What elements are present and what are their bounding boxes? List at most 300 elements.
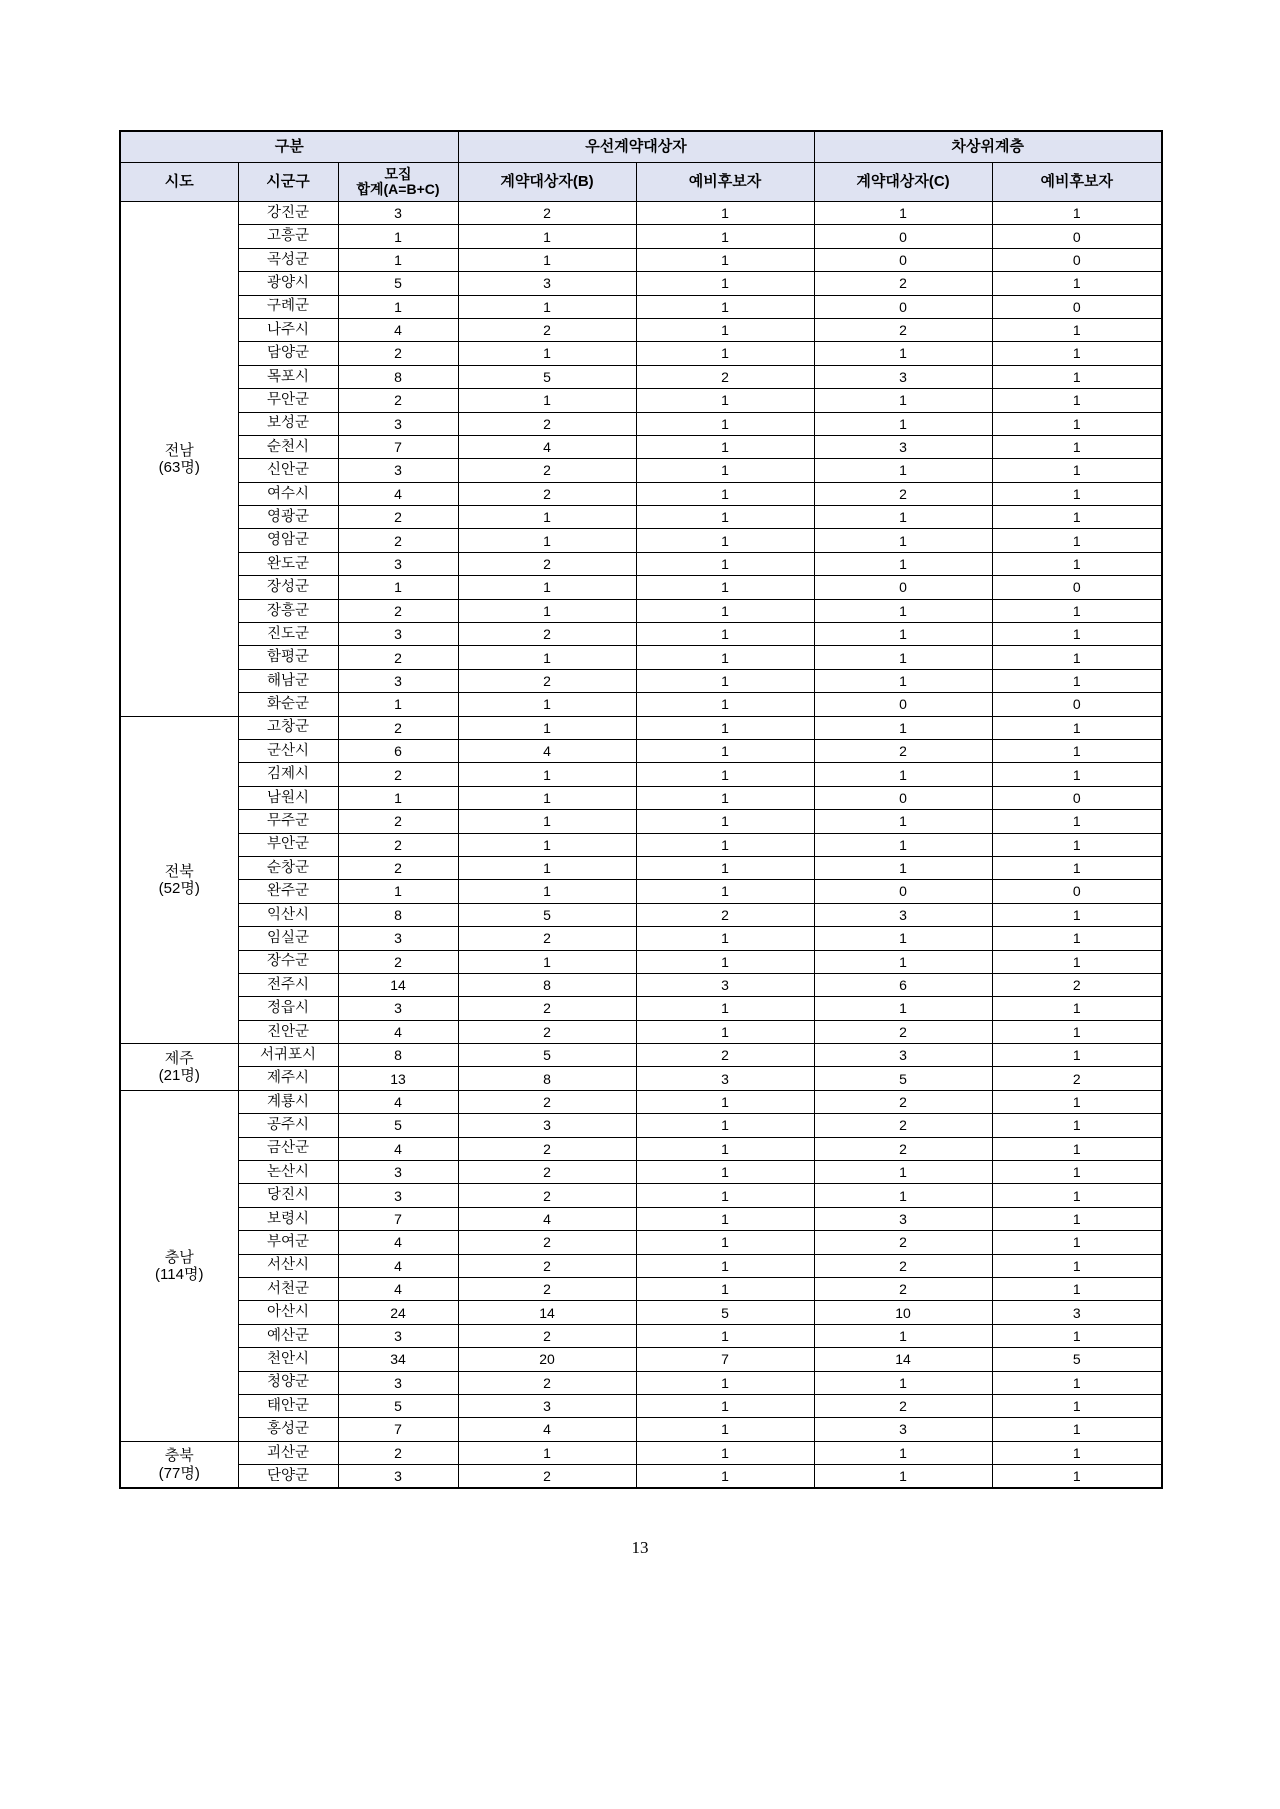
priority-reserve-cell: 2 [636,1044,814,1067]
sigungu-cell: 부여군 [238,1231,338,1254]
total-cell: 2 [338,506,458,529]
table-row [120,1114,1162,1137]
priority-contract-cell: 2 [458,997,636,1020]
table-row [120,1301,1162,1324]
table-row [120,646,1162,669]
priority-reserve-cell: 1 [636,552,814,575]
sigungu-cell: 여수시 [238,482,338,505]
table-body [120,202,1162,1489]
table-row [120,833,1162,856]
nearpoor-contract-cell: 1 [814,412,992,435]
nearpoor-contract-cell: 2 [814,1114,992,1137]
region-cell [120,202,238,717]
nearpoor-contract-cell: 1 [814,1371,992,1394]
nearpoor-reserve-cell: 1 [992,1254,1162,1277]
table-header [120,131,1162,202]
nearpoor-reserve-cell: 5 [992,1348,1162,1371]
total-cell: 2 [338,646,458,669]
table-row [120,202,1162,225]
sigungu-cell: 영광군 [238,506,338,529]
priority-reserve-cell: 1 [636,576,814,599]
table-row [120,1161,1162,1184]
recruitment-table [119,130,1163,1489]
sigungu-cell: 태안군 [238,1394,338,1417]
nearpoor-contract-cell: 3 [814,365,992,388]
priority-contract-cell: 1 [458,576,636,599]
table-row [120,248,1162,271]
priority-reserve-cell: 1 [636,623,814,646]
sigungu-cell: 무주군 [238,810,338,833]
total-cell: 3 [338,412,458,435]
nearpoor-contract-cell: 0 [814,880,992,903]
nearpoor-reserve-cell: 1 [992,506,1162,529]
priority-contract-cell: 4 [458,1418,636,1441]
table-row [120,1090,1162,1113]
priority-contract-cell: 1 [458,1441,636,1464]
nearpoor-contract-cell: 1 [814,1184,992,1207]
table-row [120,1231,1162,1254]
sigungu-cell: 당진시 [238,1184,338,1207]
priority-contract-cell: 5 [458,903,636,926]
sigungu-cell: 장성군 [238,576,338,599]
priority-reserve-cell: 1 [636,763,814,786]
table-row [120,295,1162,318]
sigungu-cell: 목포시 [238,365,338,388]
region-count: (114명) [155,1265,204,1283]
sigungu-cell: 신안군 [238,459,338,482]
nearpoor-reserve-cell: 0 [992,225,1162,248]
total-cell: 6 [338,739,458,762]
header-group-near-poor: 차상위계층 [814,131,1162,163]
sigungu-cell: 곡성군 [238,248,338,271]
priority-reserve-cell: 7 [636,1348,814,1371]
nearpoor-reserve-cell: 1 [992,599,1162,622]
nearpoor-reserve-cell: 0 [992,295,1162,318]
total-cell: 3 [338,997,458,1020]
table-row [120,739,1162,762]
sigungu-cell: 진안군 [238,1020,338,1043]
table-row [120,459,1162,482]
nearpoor-reserve-cell: 1 [992,389,1162,412]
priority-contract-cell: 2 [458,459,636,482]
nearpoor-contract-cell: 3 [814,1044,992,1067]
total-cell: 3 [338,459,458,482]
table-row [120,1020,1162,1043]
priority-contract-cell: 1 [458,693,636,716]
sigungu-cell: 화순군 [238,693,338,716]
header-col-priority-reserve: 예비후보자 [636,163,814,202]
priority-contract-cell: 2 [458,482,636,505]
region-count: (77명) [158,1464,200,1482]
table-row [120,786,1162,809]
table-row [120,412,1162,435]
total-cell: 2 [338,950,458,973]
priority-contract-cell: 1 [458,856,636,879]
sigungu-cell: 담양군 [238,342,338,365]
table-row [120,1441,1162,1464]
total-cell: 2 [338,342,458,365]
sigungu-cell: 함평군 [238,646,338,669]
header-col-total [338,163,458,202]
priority-contract-cell: 8 [458,1067,636,1090]
nearpoor-reserve-cell: 1 [992,903,1162,926]
nearpoor-contract-cell: 2 [814,1254,992,1277]
sigungu-cell: 임실군 [238,927,338,950]
priority-contract-cell: 2 [458,1277,636,1300]
nearpoor-contract-cell: 1 [814,950,992,973]
priority-contract-cell: 2 [458,1137,636,1160]
sigungu-cell: 고흥군 [238,225,338,248]
nearpoor-contract-cell: 1 [814,810,992,833]
sigungu-cell: 고창군 [238,716,338,739]
region-name: 전남 [164,441,194,459]
nearpoor-reserve-cell: 1 [992,202,1162,225]
priority-contract-cell: 8 [458,973,636,996]
priority-reserve-cell: 3 [636,973,814,996]
sigungu-cell: 계룡시 [238,1090,338,1113]
sigungu-cell: 완주군 [238,880,338,903]
sigungu-cell: 단양군 [238,1465,338,1489]
table-row [120,810,1162,833]
header-group-classification: 구분 [120,131,458,163]
priority-reserve-cell: 1 [636,1020,814,1043]
table-row [120,1418,1162,1441]
total-cell: 24 [338,1301,458,1324]
sigungu-cell: 해남군 [238,669,338,692]
nearpoor-reserve-cell: 1 [992,856,1162,879]
sigungu-cell: 제주시 [238,1067,338,1090]
sigungu-cell: 서천군 [238,1277,338,1300]
nearpoor-reserve-cell: 1 [992,997,1162,1020]
priority-reserve-cell: 1 [636,1465,814,1489]
nearpoor-reserve-cell: 1 [992,810,1162,833]
priority-reserve-cell: 1 [636,739,814,762]
total-cell: 2 [338,599,458,622]
total-cell: 7 [338,435,458,458]
priority-contract-cell: 2 [458,1090,636,1113]
header-col-priority-contract: 계약대상자(B) [458,163,636,202]
nearpoor-contract-cell: 0 [814,786,992,809]
priority-reserve-cell: 3 [636,1067,814,1090]
sigungu-cell: 홍성군 [238,1418,338,1441]
total-cell: 8 [338,903,458,926]
table-row [120,1394,1162,1417]
priority-reserve-cell: 1 [636,1231,814,1254]
sigungu-cell: 익산시 [238,903,338,926]
priority-contract-cell: 1 [458,950,636,973]
priority-contract-cell: 1 [458,599,636,622]
priority-contract-cell: 2 [458,318,636,341]
priority-reserve-cell: 1 [636,1418,814,1441]
priority-contract-cell: 5 [458,365,636,388]
nearpoor-contract-cell: 5 [814,1067,992,1090]
nearpoor-contract-cell: 1 [814,389,992,412]
total-cell: 1 [338,295,458,318]
nearpoor-contract-cell: 2 [814,1277,992,1300]
nearpoor-reserve-cell: 1 [992,1161,1162,1184]
priority-reserve-cell: 1 [636,295,814,318]
priority-contract-cell: 1 [458,810,636,833]
total-cell: 3 [338,623,458,646]
table-row [120,552,1162,575]
nearpoor-reserve-cell: 0 [992,248,1162,271]
nearpoor-reserve-cell: 1 [992,482,1162,505]
sigungu-cell: 장흥군 [238,599,338,622]
table-row [120,1324,1162,1347]
header-col-total-line1: 모집 [384,165,412,182]
total-cell: 3 [338,669,458,692]
nearpoor-reserve-cell: 1 [992,716,1162,739]
priority-reserve-cell: 1 [636,693,814,716]
region-name: 전북 [164,862,194,880]
total-cell: 3 [338,1324,458,1347]
table-row [120,1067,1162,1090]
nearpoor-contract-cell: 2 [814,739,992,762]
sigungu-cell: 나주시 [238,318,338,341]
priority-contract-cell: 1 [458,833,636,856]
priority-contract-cell: 2 [458,1254,636,1277]
sigungu-cell: 아산시 [238,1301,338,1324]
priority-contract-cell: 4 [458,739,636,762]
priority-contract-cell: 1 [458,716,636,739]
nearpoor-reserve-cell: 1 [992,1465,1162,1489]
table-row [120,599,1162,622]
table-row [120,716,1162,739]
nearpoor-reserve-cell: 1 [992,1418,1162,1441]
total-cell: 3 [338,1465,458,1489]
nearpoor-reserve-cell: 2 [992,973,1162,996]
sigungu-cell: 논산시 [238,1161,338,1184]
nearpoor-reserve-cell: 1 [992,1090,1162,1113]
nearpoor-reserve-cell: 1 [992,342,1162,365]
nearpoor-contract-cell: 14 [814,1348,992,1371]
table-row [120,435,1162,458]
recruitment-table-container [119,130,1161,1489]
priority-contract-cell: 2 [458,927,636,950]
nearpoor-reserve-cell: 0 [992,576,1162,599]
priority-contract-cell: 4 [458,435,636,458]
table-row [120,1184,1162,1207]
region-cell [120,1090,238,1441]
nearpoor-reserve-cell: 1 [992,1371,1162,1394]
sigungu-cell: 강진군 [238,202,338,225]
nearpoor-reserve-cell: 1 [992,1231,1162,1254]
total-cell: 2 [338,1441,458,1464]
priority-reserve-cell: 2 [636,903,814,926]
priority-reserve-cell: 1 [636,482,814,505]
table-row [120,973,1162,996]
priority-reserve-cell: 1 [636,1090,814,1113]
table-row [120,927,1162,950]
priority-reserve-cell: 1 [636,1394,814,1417]
table-row [120,1371,1162,1394]
table-row [120,903,1162,926]
priority-reserve-cell: 1 [636,459,814,482]
total-cell: 2 [338,389,458,412]
priority-contract-cell: 2 [458,1020,636,1043]
nearpoor-reserve-cell: 1 [992,669,1162,692]
priority-contract-cell: 1 [458,389,636,412]
priority-contract-cell: 1 [458,763,636,786]
table-row [120,365,1162,388]
nearpoor-contract-cell: 1 [814,506,992,529]
nearpoor-contract-cell: 1 [814,202,992,225]
total-cell: 3 [338,1161,458,1184]
priority-reserve-cell: 1 [636,1184,814,1207]
nearpoor-reserve-cell: 1 [992,1114,1162,1137]
region-cell [120,1044,238,1091]
table-row [120,272,1162,295]
priority-contract-cell: 2 [458,1184,636,1207]
priority-contract-cell: 1 [458,646,636,669]
table-row [120,1207,1162,1230]
total-cell: 3 [338,202,458,225]
priority-reserve-cell: 1 [636,599,814,622]
priority-contract-cell: 2 [458,623,636,646]
priority-reserve-cell: 1 [636,786,814,809]
nearpoor-reserve-cell: 0 [992,880,1162,903]
priority-reserve-cell: 1 [636,1277,814,1300]
priority-reserve-cell: 1 [636,389,814,412]
header-col-sido: 시도 [120,163,238,202]
sigungu-cell: 진도군 [238,623,338,646]
priority-reserve-cell: 1 [636,950,814,973]
sigungu-cell: 금산군 [238,1137,338,1160]
nearpoor-reserve-cell: 1 [992,763,1162,786]
priority-reserve-cell: 1 [636,318,814,341]
nearpoor-reserve-cell: 1 [992,272,1162,295]
nearpoor-contract-cell: 1 [814,997,992,1020]
nearpoor-contract-cell: 1 [814,342,992,365]
nearpoor-contract-cell: 0 [814,295,992,318]
priority-contract-cell: 5 [458,1044,636,1067]
nearpoor-contract-cell: 1 [814,716,992,739]
sigungu-cell: 천안시 [238,1348,338,1371]
sigungu-cell: 영암군 [238,529,338,552]
total-cell: 14 [338,973,458,996]
total-cell: 3 [338,552,458,575]
priority-reserve-cell: 1 [636,927,814,950]
nearpoor-contract-cell: 3 [814,435,992,458]
priority-contract-cell: 3 [458,1114,636,1137]
nearpoor-contract-cell: 2 [814,1394,992,1417]
region-name: 제주 [164,1049,194,1067]
table-row [120,342,1162,365]
nearpoor-reserve-cell: 0 [992,786,1162,809]
total-cell: 4 [338,318,458,341]
priority-contract-cell: 1 [458,786,636,809]
priority-reserve-cell: 1 [636,1114,814,1137]
total-cell: 1 [338,248,458,271]
priority-contract-cell: 2 [458,1231,636,1254]
priority-reserve-cell: 1 [636,412,814,435]
nearpoor-reserve-cell: 1 [992,552,1162,575]
priority-contract-cell: 1 [458,295,636,318]
total-cell: 1 [338,576,458,599]
nearpoor-reserve-cell: 1 [992,646,1162,669]
nearpoor-contract-cell: 0 [814,693,992,716]
sigungu-cell: 군산시 [238,739,338,762]
nearpoor-contract-cell: 10 [814,1301,992,1324]
priority-reserve-cell: 1 [636,833,814,856]
table-row [120,856,1162,879]
sigungu-cell: 예산군 [238,1324,338,1347]
nearpoor-contract-cell: 2 [814,318,992,341]
total-cell: 1 [338,693,458,716]
nearpoor-contract-cell: 2 [814,1231,992,1254]
sigungu-cell: 공주시 [238,1114,338,1137]
nearpoor-reserve-cell: 1 [992,623,1162,646]
total-cell: 13 [338,1067,458,1090]
nearpoor-contract-cell: 1 [814,833,992,856]
nearpoor-contract-cell: 1 [814,669,992,692]
table-row [120,576,1162,599]
table-row [120,623,1162,646]
priority-reserve-cell: 1 [636,342,814,365]
priority-contract-cell: 2 [458,202,636,225]
nearpoor-contract-cell: 1 [814,1465,992,1489]
region-count: (21명) [158,1066,200,1084]
nearpoor-contract-cell: 1 [814,927,992,950]
nearpoor-reserve-cell: 1 [992,927,1162,950]
total-cell: 4 [338,1277,458,1300]
total-cell: 34 [338,1348,458,1371]
total-cell: 1 [338,880,458,903]
priority-reserve-cell: 1 [636,272,814,295]
nearpoor-reserve-cell: 1 [992,412,1162,435]
nearpoor-contract-cell: 1 [814,646,992,669]
priority-reserve-cell: 1 [636,1137,814,1160]
nearpoor-reserve-cell: 3 [992,1301,1162,1324]
total-cell: 8 [338,365,458,388]
total-cell: 4 [338,482,458,505]
total-cell: 5 [338,272,458,295]
nearpoor-reserve-cell: 0 [992,693,1162,716]
region-cell [120,716,238,1043]
total-cell: 4 [338,1254,458,1277]
sigungu-cell: 청양군 [238,1371,338,1394]
total-cell: 5 [338,1114,458,1137]
total-cell: 7 [338,1207,458,1230]
page-number: 13 [631,1538,649,1557]
nearpoor-reserve-cell: 1 [992,739,1162,762]
nearpoor-reserve-cell: 1 [992,1137,1162,1160]
nearpoor-contract-cell: 1 [814,529,992,552]
region-name: 충북 [164,1447,194,1465]
total-cell: 8 [338,1044,458,1067]
sigungu-cell: 부안군 [238,833,338,856]
nearpoor-reserve-cell: 1 [992,1324,1162,1347]
nearpoor-contract-cell: 2 [814,1090,992,1113]
priority-contract-cell: 2 [458,1161,636,1184]
nearpoor-reserve-cell: 1 [992,1441,1162,1464]
nearpoor-reserve-cell: 1 [992,1020,1162,1043]
total-cell: 7 [338,1418,458,1441]
priority-contract-cell: 1 [458,529,636,552]
header-col-nearpoor-reserve: 예비후보자 [992,163,1162,202]
total-cell: 2 [338,716,458,739]
region-name: 충남 [164,1248,194,1266]
nearpoor-contract-cell: 1 [814,623,992,646]
priority-reserve-cell: 1 [636,1441,814,1464]
sigungu-cell: 괴산군 [238,1441,338,1464]
table-row [120,1348,1162,1371]
total-cell: 2 [338,810,458,833]
nearpoor-contract-cell: 1 [814,856,992,879]
priority-contract-cell: 1 [458,880,636,903]
nearpoor-contract-cell: 2 [814,482,992,505]
header-col-nearpoor-contract: 계약대상자(C) [814,163,992,202]
